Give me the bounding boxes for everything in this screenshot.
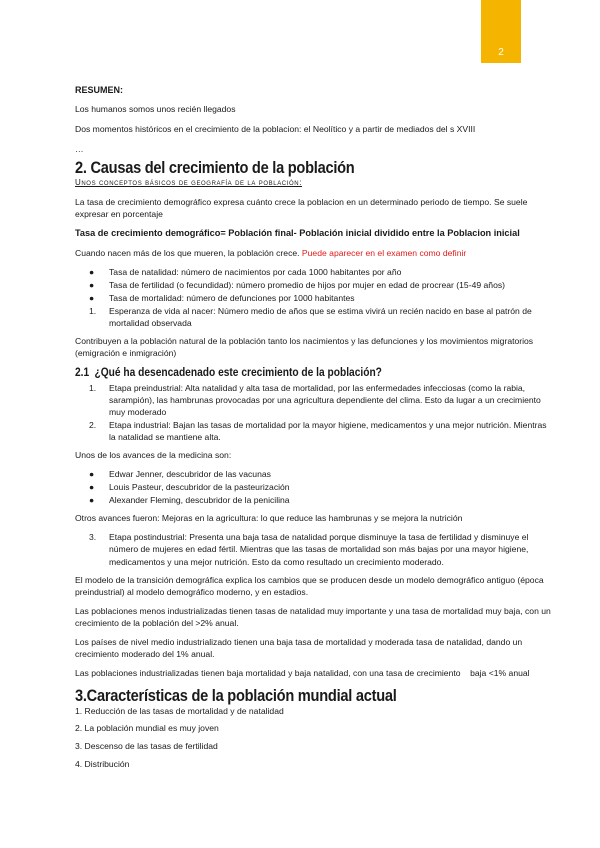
- exam-note: Puede aparecer en el examen como definir: [301, 247, 467, 258]
- mid-industrial-text: Los países de nivel medio industrializado tienen una baja tasa de mortalidad y moderada tasa de natalidad, dando un crecimiento moderado del 1% anual.: [75, 636, 523, 659]
- less-industrial-text: Las poblaciones menos industrializadas tienen tasas de natalidad muy importante y una tasa de mortalidad muy baja, con un crecimiento de la población del >2% anual.: [75, 605, 551, 628]
- document-body: [75, 84, 553, 776]
- characteristic-item: 2. La población mundial es muy joven: [75, 723, 219, 734]
- bullet-icon: ●: [89, 469, 95, 480]
- definition-text: Tasa de fertilidad (o fecundidad): número promedio de hijos por mujer en edad de procrear (15-49 años): [109, 280, 506, 291]
- life-expectancy-list: [75, 305, 553, 329]
- characteristic-item: 1. Reducción de las tasas de mortalidad y de natalidad: [75, 706, 284, 717]
- bullet-icon: ●: [89, 280, 95, 291]
- list-number: 3.: [89, 532, 97, 543]
- list-item: [75, 279, 553, 291]
- subtitle-text: Unos conceptos básicos de geografía de la población:: [75, 178, 303, 188]
- section-title-text: ¿Qué ha desencadenado este crecimiento de la población?: [94, 366, 382, 380]
- section-number: 2.1: [75, 366, 90, 380]
- population-grows-text: [75, 247, 553, 259]
- contribution-text: Contribuyen a la población natural de la población tanto los nacimientos y las defunciones y los movimientos migratorios (emigración e inmigración): [75, 336, 534, 359]
- list-number: 1.: [89, 306, 97, 317]
- stage3-list: [75, 531, 553, 567]
- growth-rate-intro: La tasa de crecimiento demográfico expresa cuánto crece la poblacion en un determinado periodo de tiempo. Se suele expresar en porcentaje: [75, 197, 528, 220]
- list-number: 1.: [89, 383, 97, 394]
- characteristic-item: 3. Descenso de las tasas de fertilidad: [75, 741, 218, 752]
- list-item: [75, 494, 553, 506]
- list-item: [75, 531, 553, 567]
- section-3-title: 3.Características de la población mundial actual: [75, 685, 397, 705]
- list-item: [75, 292, 553, 304]
- stage-text: Etapa preindustrial: Alta natalidad y alta tasa de mortalidad, por las enfermedades infecciosas (como la rabia, sarampión), las hambrunas provocadas por una agricultura dependiente del clima. Esto da lugar a un crecimiento muy moderado: [109, 383, 541, 418]
- section-2-1-title: [75, 366, 496, 380]
- list-item: [75, 382, 553, 418]
- industrial-text: Las poblaciones industrializadas tienen baja mortalidad y baja natalidad, con una tasa de crecimiento baja <1% anual: [75, 667, 530, 678]
- resumen-line: …: [75, 143, 84, 154]
- resumen-heading: RESUMEN:: [75, 85, 124, 95]
- life-expectancy-text: Esperanza de vida al nacer: Número medio de años que se estima vivirá un recién nacido en base al patrón de mortalidad observada: [109, 306, 532, 329]
- definitions-list: [75, 266, 553, 304]
- resumen-line: Dos momentos históricos en el crecimiento de la poblacion: el Neolítico y a partir de mediados del s XVIII: [75, 123, 476, 134]
- list-item: [75, 419, 553, 443]
- characteristic-item: 4. Distribución: [75, 759, 130, 770]
- bullet-icon: ●: [89, 482, 95, 493]
- bullet-icon: ●: [89, 495, 95, 506]
- medicine-text: Alexander Fleming, descubridor de la penicilina: [109, 495, 290, 506]
- medicine-text: Edwar Jenner, descubridor de las vacunas: [109, 469, 271, 480]
- bullet-icon: ●: [89, 293, 95, 304]
- stage-text: Etapa industrial: Bajan las tasas de mortalidad por la mayor higiene, medicamentos y una mejor nutrición. Mientras la natalidad se mantiene alta.: [109, 420, 547, 443]
- grow-text: Cuando nacen más de los que mueren, la población crece.: [75, 247, 302, 258]
- definition-text: Tasa de natalidad: número de nacimientos por cada 1000 habitantes por año: [109, 267, 402, 277]
- stage-text: Etapa postindustrial: Presenta una baja tasa de natalidad porque disminuye la tasa de fertilidad y disminuye el número de mujeres en edad fértil. Mientras que las tasas de mortalidad son más bajas por una mayor higiene, medicamentos y una mejor nutrición. Esto da como resultado un crecimiento moderado.: [109, 532, 529, 567]
- growth-formula: Tasa de crecimiento demográfico= Población final- Población inicial dividido entre la Poblacion inicial: [75, 228, 520, 239]
- agriculture-text: Otros avances fueron: Mejoras en la agricultura: lo que reduce las hambrunas y se mejora la nutrición: [75, 513, 463, 524]
- list-item: [75, 468, 553, 480]
- definition-text: Tasa de mortalidad: número de defunciones por 1000 habitantes: [109, 293, 355, 304]
- page-number-tab: [481, 0, 521, 63]
- list-item: [75, 305, 553, 329]
- medicine-text: Louis Pasteur, descubridor de la pasteurización: [109, 482, 290, 493]
- list-number: 2.: [89, 420, 97, 431]
- stages-list: [75, 382, 553, 443]
- page-number: 2: [498, 47, 504, 58]
- section-2-subtitle: [75, 177, 553, 189]
- resumen-line: Los humanos somos unos recién llegados: [75, 103, 236, 114]
- medicine-list: [75, 468, 553, 506]
- list-item: [75, 481, 553, 493]
- transition-model-text: El modelo de la transición demográfica explica los cambios que se producen desde un modelo demográfico antiguo (época preindustrial) al modelo demográfico moderno, y en estadios.: [75, 574, 544, 597]
- medicine-intro: Unos de los avances de la medicina son:: [75, 450, 232, 461]
- list-item: [75, 266, 553, 278]
- bullet-icon: ●: [89, 267, 95, 277]
- section-2-title: 2. Causas del crecimiento de la población: [75, 157, 355, 177]
